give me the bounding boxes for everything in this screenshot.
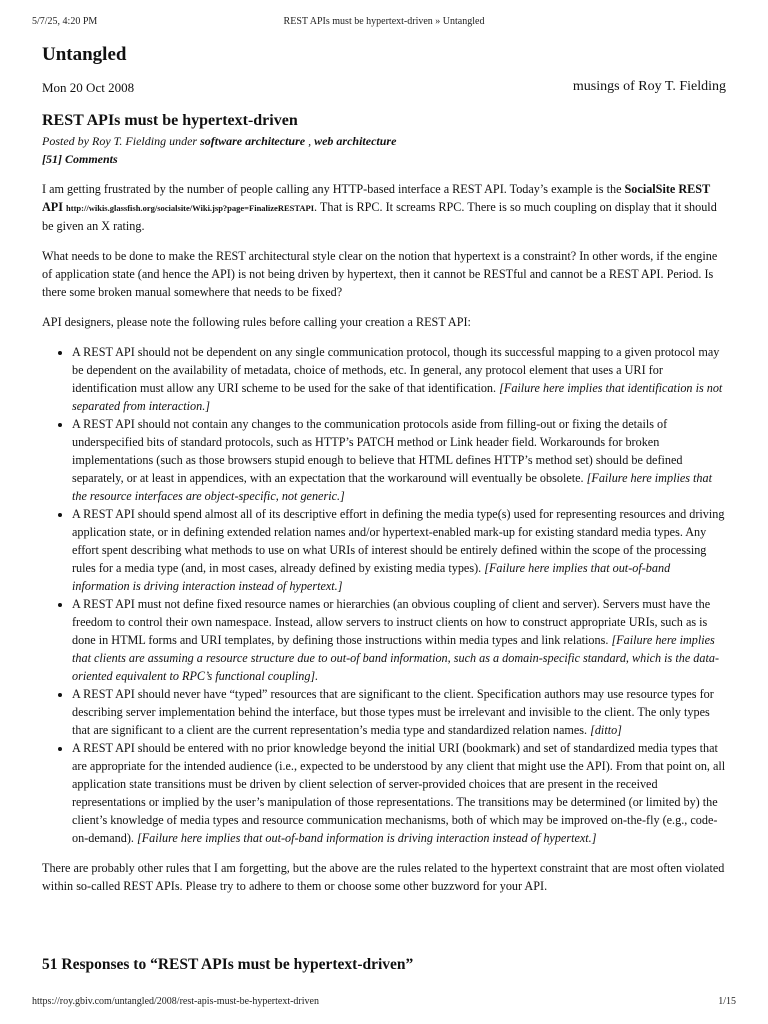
paragraph-rules-intro: API designers, please note the following rules before calling your creation a REST API: xyxy=(42,315,471,329)
paragraph-question: What needs to be done to make the REST architectural style clear on the notion that hypertext is a constraint? In other words, if the engine of application state (and hence the API) is not being driven by hypertext, then it cannot be RESTful and cannot be a REST API. Period. Is there some broken manual somewhere that needs to be fixed? xyxy=(42,249,718,299)
comments-link[interactable]: [51] Comments xyxy=(42,152,118,166)
rule-text: A REST API should be entered with no prior knowledge beyond the initial URI (bookmark) and set of standardized media types that are appropriate for the intended audience (i.e., expected to be understood by any client that might use the API). From that point on, all application state transitions must be driven by client selection of server-provided choices that are present in the received representations or implied by the user’s manipulation of those representations. The transitions may be determined (or limited by) the client’s knowledge of media types and resource communication mechanisms, both of which may be improved on-the-fly (e.g., code-on-demand). xyxy=(72,741,726,845)
rule-note: [Failure here implies that identification is not separated from interaction.] xyxy=(72,381,723,413)
list-item xyxy=(72,505,726,595)
print-footer xyxy=(32,996,736,1010)
paragraph-text: I am getting frustrated by the number of people calling any HTTP-based interface a REST API. Today’s example is the xyxy=(42,182,625,196)
site-title[interactable]: Untangled xyxy=(42,44,127,65)
post-title[interactable]: REST APIs must be hypertext-driven xyxy=(42,112,298,129)
rule-text: A REST API must not define fixed resource names or hierarchies (an obvious coupling of client and server). Servers must have the freedom to control their own namespace. Instead, allow servers to instruct clients on how to construct appropriate URIs, such as is done in HTML forms and URI templates, by defining those instructions within media types and link relations. xyxy=(72,597,711,647)
rule-text: A REST API should not contain any changes to the communication protocols aside from filling-out or fixing the details of underspecified bits of standard protocols, such as HTTP’s PATCH method or Link header field. Workarounds for broken implementations (such as those browsers stupid enough to believe that HTML defines HTTP’s method set) should be defined separately, or at least in appendices, with an expectation that the workaround will eventually be obsolete. xyxy=(72,417,683,485)
list-item xyxy=(72,415,726,505)
category-link-software-architecture[interactable]: software architecture xyxy=(200,134,306,148)
rule-note: [Failure here implies that out-of-band information is driving interaction instead of hypertext.] xyxy=(136,831,597,845)
list-item xyxy=(72,739,726,847)
socialsite-url-link[interactable]: http://wikis.glassfish.org/socialsite/Wiki.jsp?page=FinalizeRESTAPI xyxy=(66,203,315,213)
rules-list xyxy=(42,343,726,847)
paragraph-closing: There are probably other rules that I am forgetting, but the above are the rules related to the hypertext constraint that are most often violated within so-called REST APIs. Please try to adhere to them or choose some other buzzword for your API. xyxy=(42,861,725,893)
rule-note: [Failure here implies that the resource interfaces are object-specific, not generic.] xyxy=(72,471,712,503)
print-url: https://roy.gbiv.com/untangled/2008/rest-apis-must-be-hypertext-driven xyxy=(32,996,319,1007)
print-page-number: 1/15 xyxy=(718,996,736,1007)
rule-note: [Failure here implies that out-of-band information is driving interaction instead of hypertext.] xyxy=(72,561,671,593)
post-meta xyxy=(42,132,726,150)
date-row xyxy=(42,80,726,102)
list-item xyxy=(72,685,726,739)
category-separator: , xyxy=(305,134,315,148)
rule-text: A REST API should spend almost all of its descriptive effort in defining the media type(s) used for representing resources and driving application state, or in defining extended relation names and/or hypertext-enabled mark-up for existing standard media types. Any effort spent describing what methods to use on what URIs of interest should be entirely defined within the scope of the processing rules for a media type (and, in most cases, already defined by existing media types). xyxy=(72,507,725,575)
page-content xyxy=(42,40,726,907)
list-item xyxy=(72,343,726,415)
post-date: Mon 20 Oct 2008 xyxy=(42,80,135,95)
responses-heading: 51 Responses to “REST APIs must be hypertext-driven” xyxy=(42,956,414,973)
rule-text: A REST API should never have “typed” resources that are significant to the client. Specification authors may use resource types for describing server implementation behind the interface, but those types must be irrelevant and invisible to the client. The only types that are significant to a client are the current representation’s media type and standardized relation names. xyxy=(72,687,714,737)
posted-by: Posted by Roy T. Fielding under xyxy=(42,134,201,148)
site-tagline: musings of Roy T. Fielding xyxy=(572,79,726,94)
post-body xyxy=(42,180,726,895)
rule-text: A REST API should not be dependent on any single communication protocol, though its successful mapping to a given protocol may be dependent on the availability of metadata, choice of methods, etc. In general, any protocol element that uses a URI for identification must allow any URI scheme to be used for the sake of that identification. xyxy=(72,345,720,395)
list-item xyxy=(72,595,726,685)
socialsite-rest-api-link[interactable]: SocialSite REST API xyxy=(42,182,710,214)
print-doc-title: REST APIs must be hypertext-driven » Untangled xyxy=(283,16,485,27)
print-datetime: 5/7/25, 4:20 PM xyxy=(32,16,98,27)
paragraph-text: . That is RPC. It screams RPC. There is so much coupling on display that it should be given an X rating. xyxy=(42,200,717,233)
rule-note: [Failure here implies that clients are assuming a resource structure due to out-of band information, such as a domain-specific standard, which is the data-oriented equivalent to RPC’s functional coupling]. xyxy=(72,633,720,683)
category-link-web-architecture[interactable]: web architecture xyxy=(314,134,397,148)
paragraph-intro xyxy=(42,180,726,235)
rule-note: [ditto] xyxy=(590,723,622,737)
print-header xyxy=(32,16,736,32)
